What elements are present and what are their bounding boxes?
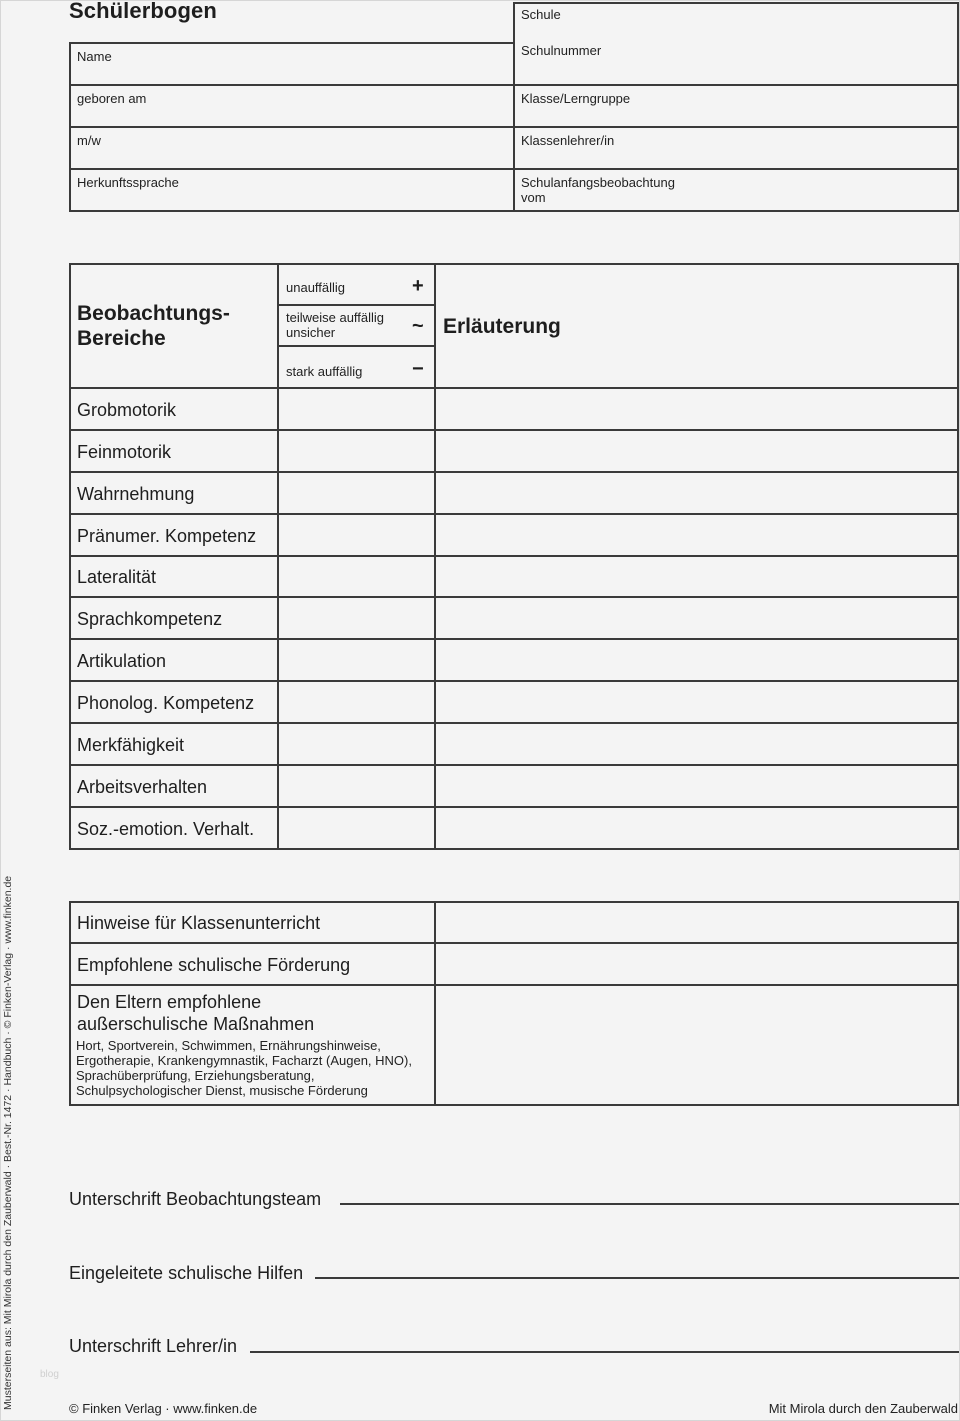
side-imprint-text: Musterseiten aus: Mit Mirola durch den Zauberwald · Best.-Nr. 1472 · Handbuch · © Finken-Verlag · www.finken.de <box>2 875 14 1410</box>
area-sprachkompetenz: Sprachkompetenz <box>77 609 223 629</box>
observation-areas-heading <box>77 301 230 351</box>
initiated-school-help-label: Eingeleitete schulische Hilfen <box>69 1263 309 1283</box>
plus-icon: + <box>412 275 424 297</box>
explanation-cell[interactable] <box>436 389 957 429</box>
rating-cell[interactable] <box>279 515 434 555</box>
signature-line-observation-team[interactable] <box>340 1203 959 1205</box>
school-number-label: Schulnummer <box>521 43 602 58</box>
explanation-cell[interactable] <box>436 431 957 471</box>
area-praenumer-kompetenz: Pränumer. Kompetenz <box>77 526 257 546</box>
parents-recommended-measures-label <box>77 991 314 1035</box>
footer-book-title: Mit Mirola durch den Zauberwald <box>768 1401 958 1416</box>
birthdate-label: geboren am <box>77 91 147 106</box>
explanation-cell[interactable] <box>436 557 957 596</box>
tilde-icon: ~ <box>412 315 424 337</box>
page-title: Schülerbogen <box>69 0 217 23</box>
school-entry-observation-label <box>521 175 675 205</box>
parents-recommended-measures-label-line2: außerschulische Maßnahmen <box>77 1014 315 1034</box>
rating-cell[interactable] <box>279 682 434 722</box>
scale-label-strongly: stark auffällig <box>286 364 363 379</box>
scale-label-partially-line1: teilweise auffällig <box>286 310 385 325</box>
measures-hint-line: Hort, Sportverein, Schwimmen, Ernährungshinweise, <box>76 1038 381 1053</box>
gender-field[interactable] <box>69 126 515 170</box>
class-teacher-label: Klassenlehrer/in <box>521 133 615 148</box>
name-field[interactable] <box>69 42 515 86</box>
scale-label-partially <box>286 310 384 340</box>
initiated-school-help-line[interactable] <box>315 1277 959 1279</box>
area-grobmotorik: Grobmotorik <box>77 400 177 420</box>
explanation-cell[interactable] <box>436 640 957 680</box>
explanation-cell[interactable] <box>436 808 957 848</box>
measures-hint-line: Ergotherapie, Krankengymnastik, Facharzt (Augen, HNO), <box>76 1053 412 1068</box>
area-feinmotorik: Feinmotorik <box>77 442 172 462</box>
area-artikulation: Artikulation <box>77 651 167 671</box>
observation-areas-heading-line1: Beobachtungs- <box>77 302 230 325</box>
scale-label-unremarkable: unauffällig <box>286 280 346 295</box>
rating-cell[interactable] <box>279 640 434 680</box>
area-phonolog-kompetenz: Phonolog. Kompetenz <box>77 693 255 713</box>
rating-cell[interactable] <box>279 557 434 596</box>
class-teaching-hints-field[interactable] <box>436 903 957 942</box>
recommended-school-support-field[interactable] <box>436 944 957 984</box>
signature-teacher-label: Unterschrift Lehrer/in <box>69 1336 243 1356</box>
class-teaching-hints-label: Hinweise für Klassenunterricht <box>77 913 321 933</box>
explanation-cell[interactable] <box>436 766 957 806</box>
footer-publisher: © Finken Verlag · www.finken.de <box>69 1401 258 1416</box>
measures-hint-line: Sprachüberprüfung, Erziehungsberatung, <box>76 1068 315 1083</box>
name-label: Name <box>77 49 112 64</box>
explanation-cell[interactable] <box>436 682 957 722</box>
school-label: Schule <box>521 7 561 22</box>
rating-cell[interactable] <box>279 389 434 429</box>
explanation-cell[interactable] <box>436 473 957 513</box>
signature-observation-team-label: Unterschrift Beobachtungsteam <box>69 1189 327 1209</box>
gender-label: m/w <box>77 133 101 148</box>
area-lateralitaet: Lateralität <box>77 567 157 587</box>
native-language-label: Herkunftssprache <box>77 175 179 190</box>
rating-cell[interactable] <box>279 431 434 471</box>
scale-divider-2 <box>277 345 436 347</box>
rating-cell[interactable] <box>279 473 434 513</box>
minus-icon: − <box>412 358 424 380</box>
signature-line-teacher[interactable] <box>250 1351 959 1353</box>
school-entry-observation-label-line2: vom <box>521 190 546 205</box>
measures-hint-line: Schulpsychologischer Dienst, musische Förderung <box>76 1083 368 1098</box>
measures-hint-text <box>76 1038 412 1098</box>
explanation-cell[interactable] <box>436 515 957 555</box>
rating-cell[interactable] <box>279 766 434 806</box>
area-arbeitsverhalten: Arbeitsverhalten <box>77 777 208 797</box>
scale-divider-1 <box>277 304 436 306</box>
scale-label-partially-line2: unsicher <box>286 325 336 340</box>
parents-recommended-measures-field[interactable] <box>436 986 957 1104</box>
explanation-heading: Erläuterung <box>443 315 561 338</box>
recommended-school-support-label: Empfohlene schulische Förderung <box>77 955 351 975</box>
explanation-cell[interactable] <box>436 724 957 764</box>
rating-cell[interactable] <box>279 724 434 764</box>
rating-cell[interactable] <box>279 598 434 638</box>
side-imprint <box>1 852 15 1410</box>
area-merkfaehigkeit: Merkfähigkeit <box>77 735 185 755</box>
rating-cell[interactable] <box>279 808 434 848</box>
observation-areas-heading-line2: Bereiche <box>77 327 166 350</box>
area-wahrnehmung: Wahrnehmung <box>77 484 195 504</box>
watermark: blog <box>40 1369 59 1380</box>
explanation-cell[interactable] <box>436 598 957 638</box>
area-soz-emotion-verhalt: Soz.-emotion. Verhalt. <box>77 819 255 839</box>
parents-recommended-measures-label-line1: Den Eltern empfohlene <box>77 992 262 1012</box>
class-label: Klasse/Lerngruppe <box>521 91 631 106</box>
school-entry-observation-label-line1: Schulanfangsbeobachtung <box>521 175 675 190</box>
